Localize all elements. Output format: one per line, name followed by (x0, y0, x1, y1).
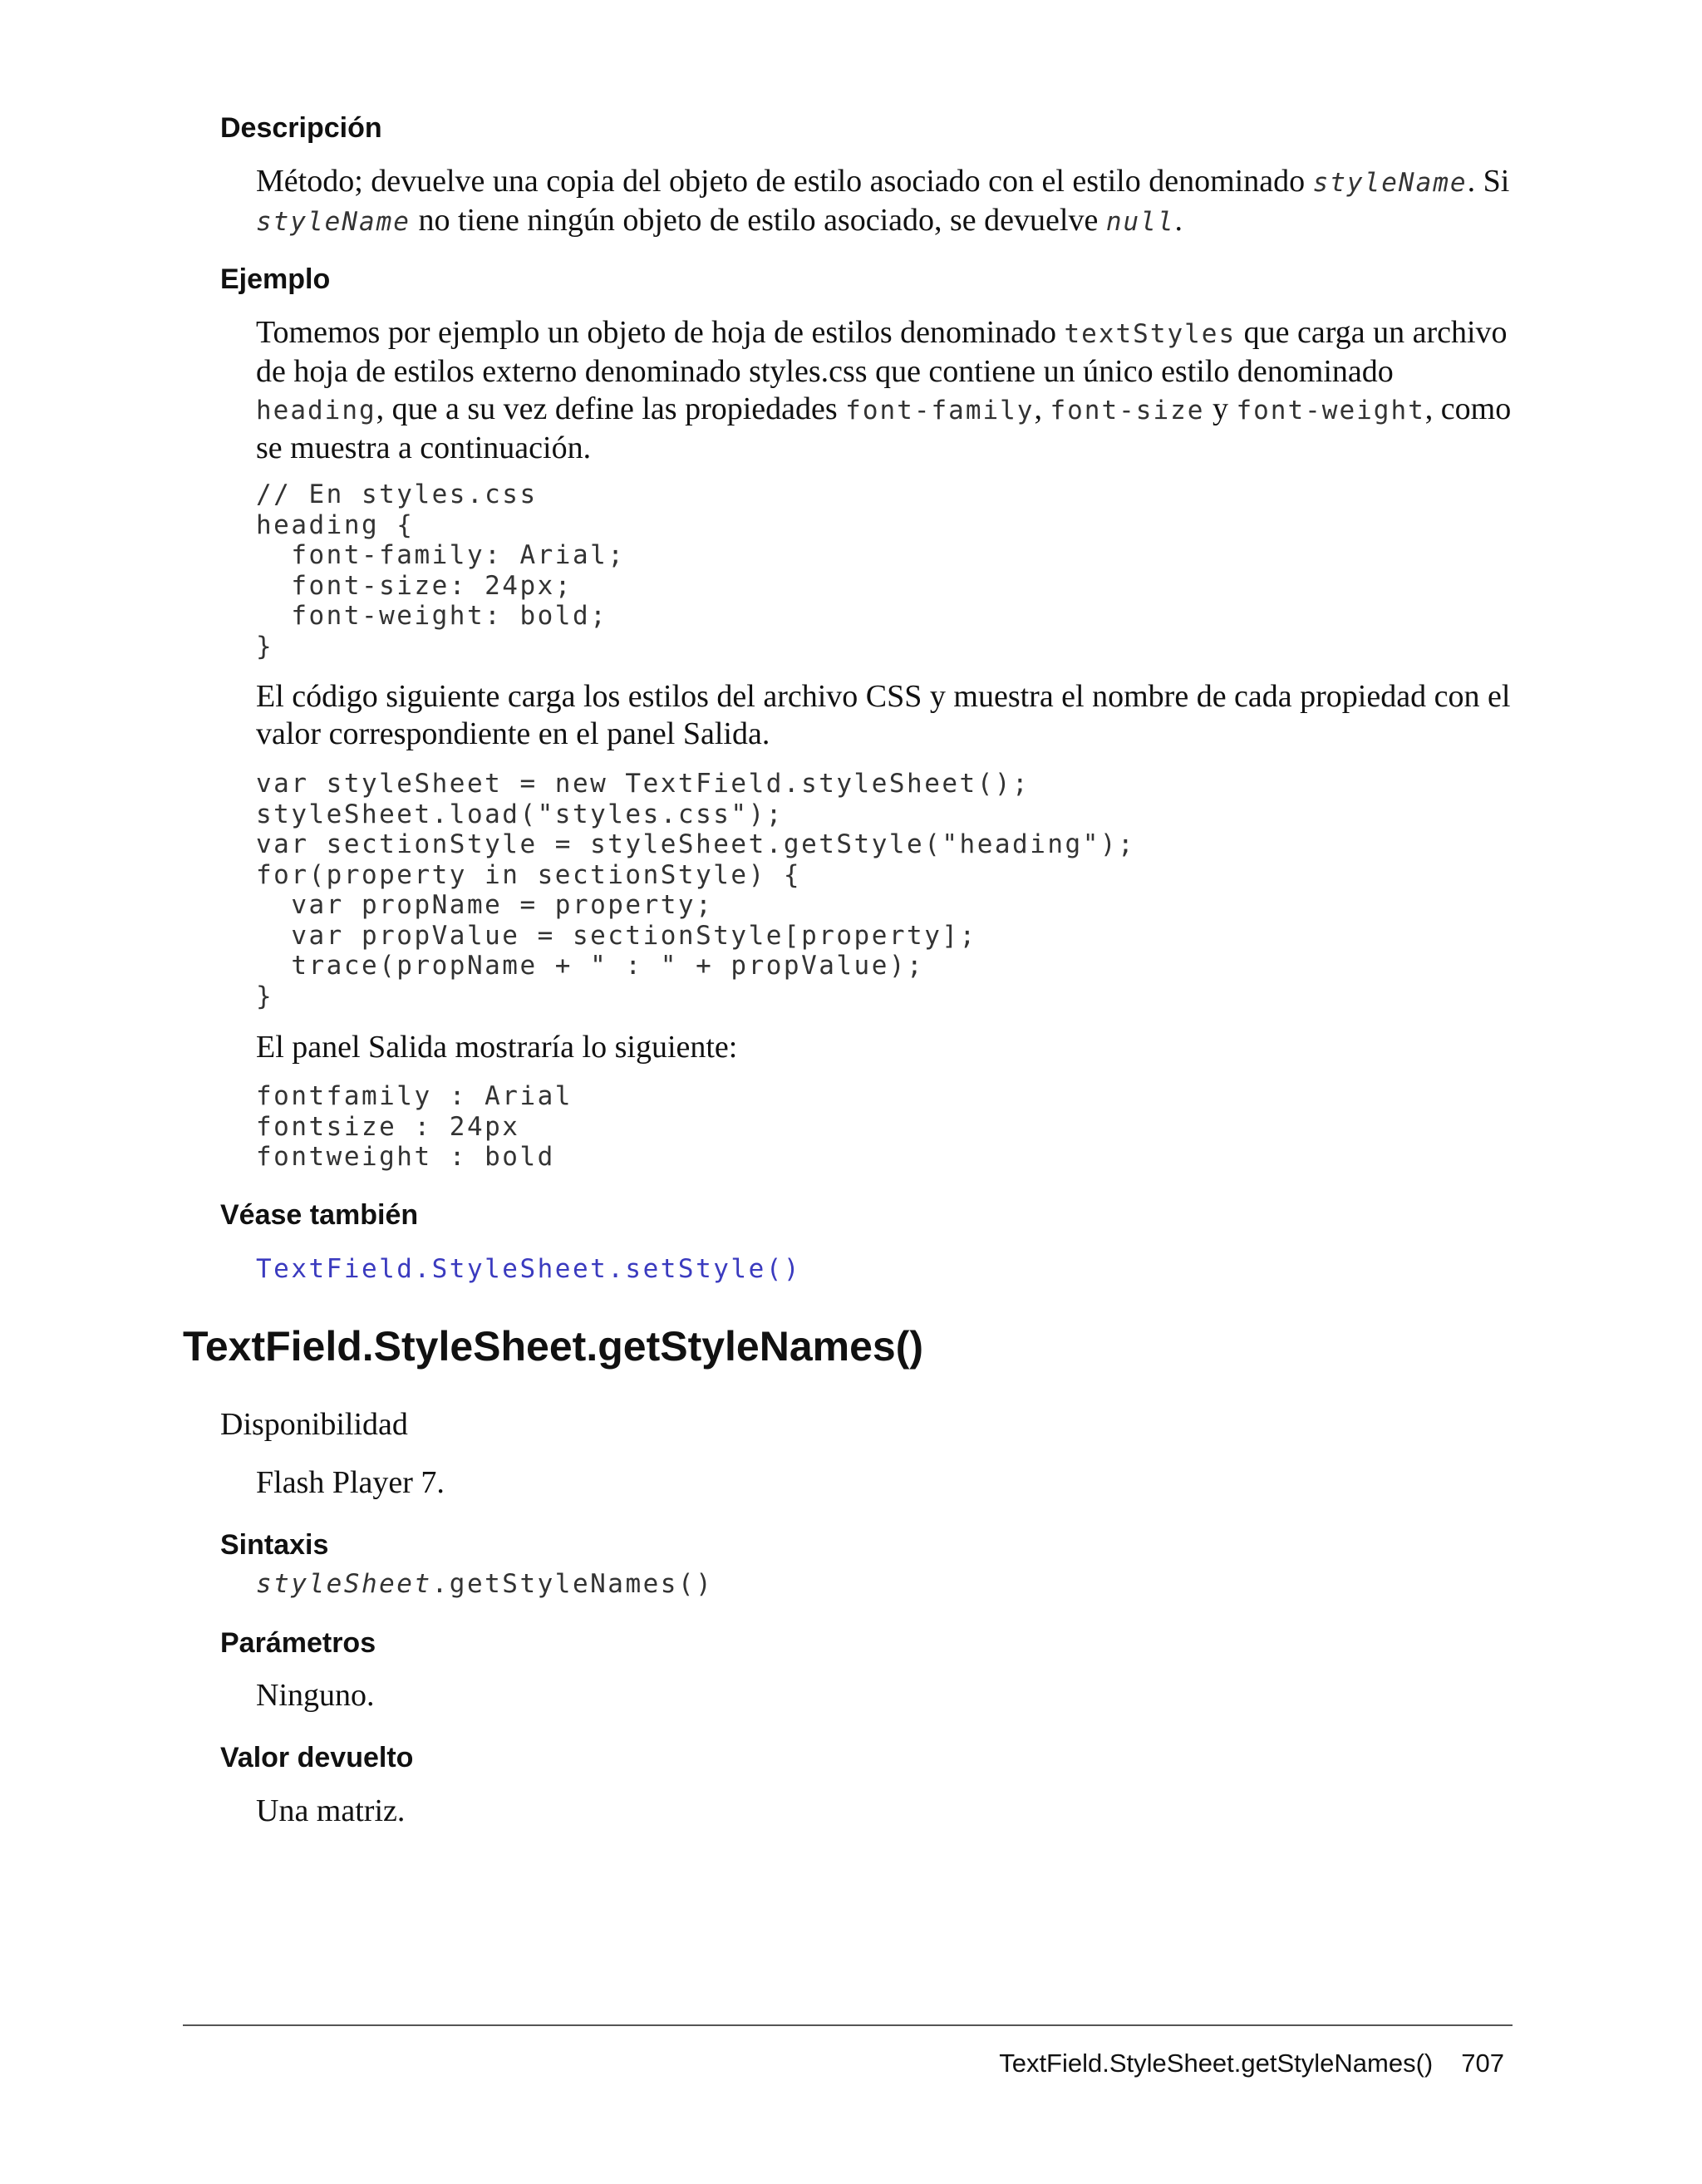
example-text: , como se muestra a continuación. (256, 391, 1512, 465)
see-also-heading: Véase también (220, 1199, 419, 1231)
example-heading: Ejemplo (220, 263, 331, 295)
parameters-text: Ninguno. (256, 1678, 375, 1713)
actionscript-code-block: var styleSheet = new TextField.styleSheet(); styleSheet.load("styles.css"); var sectionStyle = styleSheet.getStyle("heading"); for(property in sectionStyle) { var propName = property; var propValue = sectionStyle[property]; trace(propName + " : " + propValue); } (256, 769, 1136, 1011)
availability-text: Flash Player 7. (256, 1465, 445, 1500)
description-code: styleName (256, 207, 411, 237)
description-text: . Si (1467, 164, 1510, 199)
footer-title: TextField.StyleSheet.getStyleNames() (999, 2049, 1434, 2078)
description-code: null (1105, 207, 1175, 237)
example-text: que carga un archivo de hoja de estilos externo denominado styles.css que contiene un único estilo denominado (256, 315, 1508, 389)
return-value-text: Una matriz. (256, 1793, 406, 1828)
availability-heading: Disponibilidad (220, 1407, 408, 1442)
example-code: font-size (1050, 396, 1205, 425)
page-footer (999, 2047, 1504, 2080)
syntax-code-method: .getStyleNames() (431, 1569, 714, 1599)
description-text: . (1174, 203, 1183, 238)
description-paragraph (256, 163, 1519, 241)
footer-divider (183, 2024, 1513, 2026)
css-code-block: // En styles.css heading { font-family: Arial; font-size: 24px; font-weight: bold; } (256, 480, 626, 662)
syntax-heading: Sintaxis (220, 1529, 329, 1561)
syntax-code-object: styleSheet (256, 1569, 432, 1599)
description-text: no tiene ningún objeto de estilo asociado, se devuelve (410, 203, 1106, 238)
example-paragraph-2: El código siguiente carga los estilos del archivo CSS y muestra el nombre de cada propiedad con el valor correspondiente en el panel Salida. (256, 679, 1511, 751)
output-code-block: fontfamily : Arial fontsize : 24px fontweight : bold (256, 1081, 573, 1172)
example-code: font-weight (1236, 396, 1425, 425)
description-code: styleName (1312, 168, 1468, 198)
example-text: Tomemos por ejemplo un objeto de hoja de estilos denominado (256, 315, 1065, 350)
return-value-heading: Valor devuelto (220, 1742, 414, 1773)
example-text: , que a su vez define las propiedades (376, 391, 846, 426)
example-code: textStyles (1064, 319, 1237, 349)
page-number: 707 (1461, 2049, 1504, 2078)
example-text: y (1204, 391, 1237, 426)
example-code: font-family (845, 396, 1035, 425)
parameters-heading: Parámetros (220, 1627, 376, 1659)
example-intro-paragraph (256, 314, 1519, 467)
see-also-link[interactable]: TextField.StyleSheet.setStyle() (256, 1254, 802, 1284)
syntax-code (256, 1569, 713, 1600)
example-code: heading (256, 396, 376, 425)
example-text: , (1034, 391, 1050, 426)
description-text: Método; devuelve una copia del objeto de estilo asociado con el estilo denominado (256, 164, 1313, 199)
description-heading: Descripción (220, 112, 382, 144)
example-paragraph-3: El panel Salida mostraría lo siguiente: (256, 1030, 738, 1065)
method-title: TextField.StyleSheet.getStyleNames() (183, 1323, 924, 1370)
